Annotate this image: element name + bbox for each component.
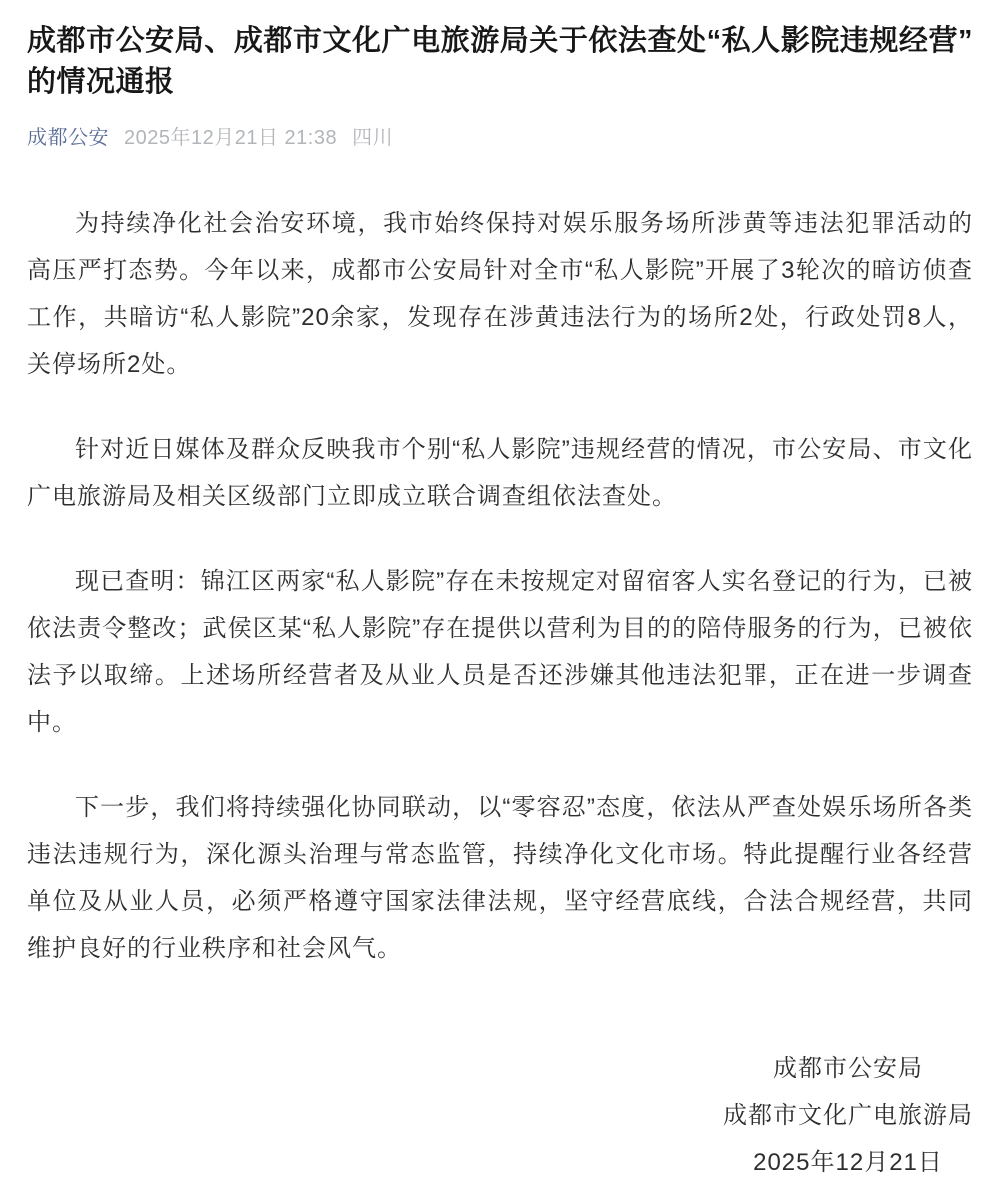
publish-location: 四川 (352, 127, 394, 149)
signature-org-culture-tourism: 成都市文化广电旅游局 (723, 1102, 973, 1129)
signature-block (723, 1045, 973, 1186)
paragraph-findings: 现已查明：锦江区两家“私人影院”存在未按规定对留宿客人实名登记的行为，已被依法责令整改；武侯区某“私人影院”存在提供以营利为目的的陪侍服务的行为，已被依法予以取缔。上述场所经营者及从业人员是否还涉嫌其他违法犯罪，正在进一步调查中。 (27, 568, 973, 736)
article-meta (27, 126, 973, 150)
paragraph-next-steps: 下一步，我们将持续强化协同联动，以“零容忍”态度，依法从严查处娱乐场所各类违法违规行为，深化源头治理与常态监管，持续净化文化市场。特此提醒行业各经营单位及从业人员，必须严格遵守国家法律法规，坚守经营底线，合法合规经营，共同维护良好的行业秩序和社会风气。 (27, 794, 973, 962)
article-title: 成都市公安局、成都市文化广电旅游局关于依法查处“私人影院违规经营”的情况通报 (27, 25, 973, 98)
signature-org-public-security: 成都市公安局 (773, 1055, 923, 1082)
article-body (27, 200, 973, 1186)
author-account-link[interactable]: 成都公安 (27, 127, 109, 149)
publish-datetime: 2025年12月21日 21:38 (124, 127, 338, 149)
paragraph-enforcement-overview: 为持续净化社会治安环境，我市始终保持对娱乐服务场所涉黄等违法犯罪活动的高压严打态势。今年以来，成都市公安局针对全市“私人影院”开展了3轮次的暗访侦查工作，共暗访“私人影院”20余家，发现存在涉黄违法行为的场所2处，行政处罚8人，关停场所2处。 (27, 210, 973, 378)
signature-date: 2025年12月21日 (753, 1149, 943, 1176)
paragraph-joint-investigation: 针对近日媒体及群众反映我市个别“私人影院”违规经营的情况，市公安局、市文化广电旅游局及相关区级部门立即成立联合调查组依法查处。 (27, 436, 973, 510)
